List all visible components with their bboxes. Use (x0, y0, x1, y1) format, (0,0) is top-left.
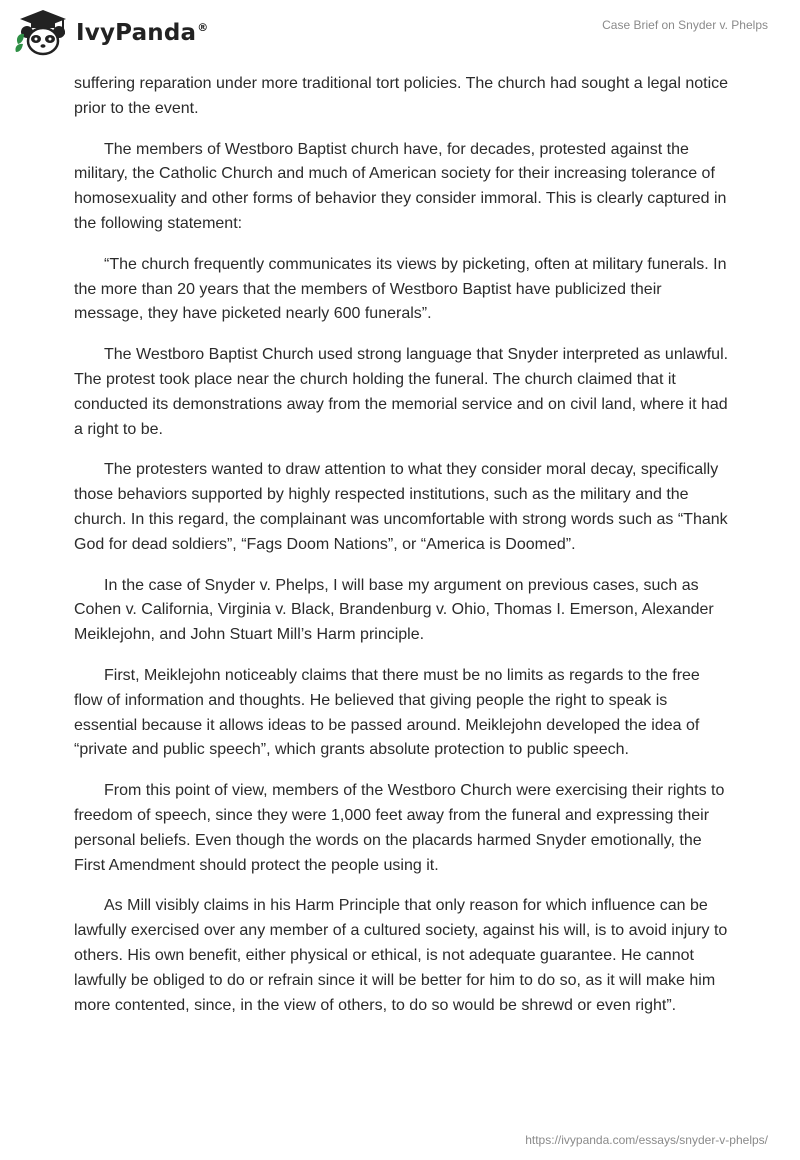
brand-logo[interactable] (14, 8, 208, 58)
paragraph: From this point of view, members of the Westboro Church were exercising their rights to freedom of speech, since they were 1,000 feet away from the funeral and expressing their personal beliefs. Even though the words on the placards harmed Snyder emotionally, the First Amendment should protect the people using it. (74, 782, 725, 874)
paragraph: The Westboro Baptist Church used strong language that Snyder interpreted as unlawful. The protest took place near the church holding the funeral. The church claimed that it conducted its demonstrations away from the memorial service and on civil land, where it had a right to be. (74, 346, 729, 438)
paragraph-quote: “The church frequently communicates its views by picketing, often at military funerals. In the more than 20 years that the members of Westboro Baptist have publicized their message, they have picketed nearly 600 funerals”. (74, 255, 727, 323)
essay-body (74, 72, 730, 1034)
paragraph: First, Meiklejohn noticeably claims that there must be no limits as regards to the free flow of information and thoughts. He believed that giving people the right to speak is essential because it allows ideas to be passed around. Meiklejohn developed the idea of “private and public speech”, which grants absolute protection to public speech. (74, 666, 700, 759)
document-title: Case Brief on Snyder v. Phelps (602, 18, 768, 32)
page-header (0, 0, 800, 70)
paragraph: In the case of Snyder v. Phelps, I will base my argument on previous cases, such as Cohen v. California, Virginia v. Black, Brandenburg v. Ohio, Thomas I. Emerson, Alexander Meiklejohn, and John Stuart Mill’s Harm principle. (74, 576, 714, 644)
registered-mark: ® (197, 21, 209, 35)
paragraph-continued: suffering reparation under more traditional tort policies. The church had sought a legal notice prior to the event. (74, 75, 729, 117)
panda-graduation-cap-icon (14, 8, 72, 58)
paragraph: The members of Westboro Baptist church have, for decades, protested against the military, the Catholic Church and much of American society for their increasing tolerance of homosexuality and other forms of behavior they consider immoral. This is clearly captured in the following statement: (74, 140, 727, 232)
paragraph: As Mill visibly claims in his Harm Principle that only reason for which influence can be lawfully exercised over any member of a cultured society, against his will, is to avoid injury to others. His own benefit, either physical or ethical, is not adequate guarantee. He cannot lawfully be obliged to do or refrain since it will be better for him to do so, as it will make him more contented, since, in the view of others, to do so would be shrewd or even right”. (74, 897, 728, 1014)
paragraph: The protesters wanted to draw attention to what they consider moral decay, specifically those behaviors supported by highly respected institutions, such as the military and the church. In this regard, the complainant was uncomfortable with strong words such as “Thank God for dead soldiers”, “Fags Doom Nations”, or “America is Doomed”. (74, 461, 728, 553)
brand-name: IvyPanda® (76, 20, 209, 46)
source-url-link[interactable]: https://ivypanda.com/essays/snyder-v-phelps/ (525, 1133, 768, 1147)
